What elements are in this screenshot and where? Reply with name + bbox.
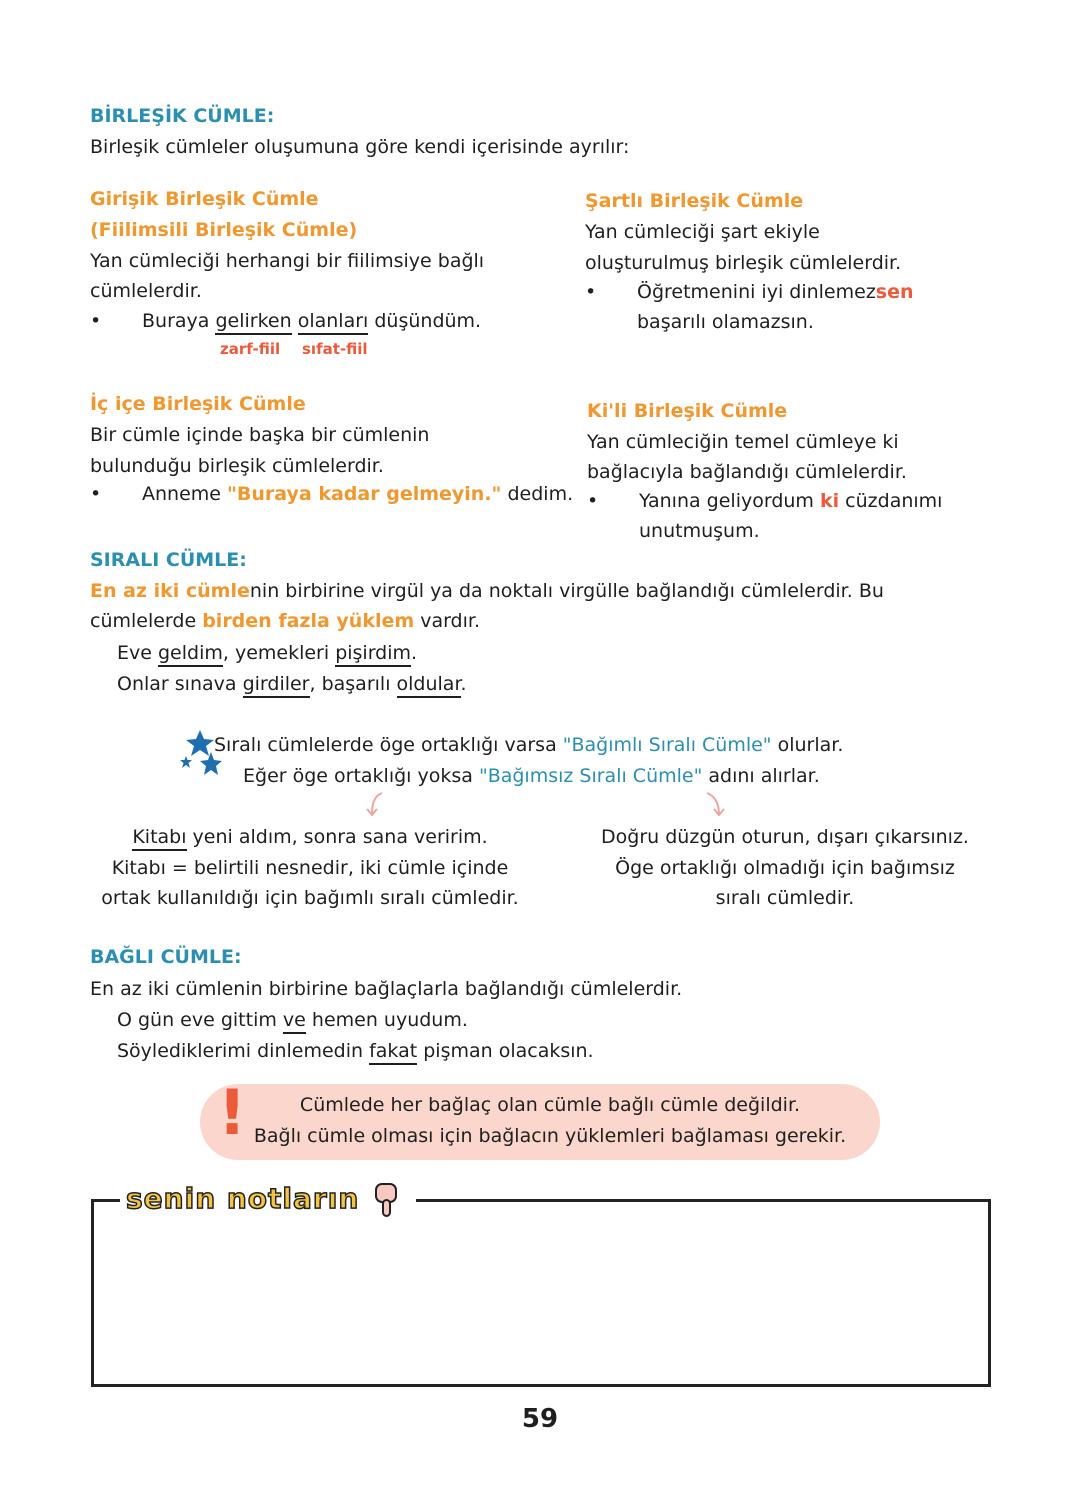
bagli-example-2: Söylediklerimi dinlemedin fakat pişman olacaksın. — [117, 1040, 594, 1062]
warning-line-2: Bağlı cümle olması için bağlacın yüklemleri bağlaması gerekir. — [253, 1125, 847, 1147]
bagimsiz-explain-1: Öge ortaklığı olmadığı için bağımsız — [615, 857, 955, 879]
kili-title: Ki'li Birleşik Cümle — [587, 400, 788, 422]
bullet: • — [585, 281, 597, 303]
quoted-sentence: "Buraya kadar gelmeyin." — [227, 483, 502, 505]
birlesik-intro: Birleşik cümleler oluşumuna göre kendi içerisinde ayrılır: — [90, 136, 630, 158]
sartli-desc-2: oluşturulmuş birleşik cümlelerdir. — [585, 252, 902, 274]
sirali-example-1: Eve geldim, yemekleri pişirdim. — [117, 642, 417, 664]
kili-desc-1: Yan cümleciğin temel cümleye ki — [587, 431, 899, 453]
sirali-example-2: Onlar sınava girdiler, başarılı oldular. — [117, 673, 467, 695]
icice-desc-1: Bir cümle içinde başka bir cümlenin — [90, 424, 430, 446]
birlesik-title: BİRLEŞİK CÜMLE: — [90, 105, 275, 127]
sartli-title: Şartlı Birleşik Cümle — [585, 190, 804, 212]
sirali-tip-1: Sıralı cümlelerde öge ortaklığı varsa "Bağımlı Sıralı Cümle" olurlar. — [214, 734, 844, 756]
note-zarf-fiil: zarf-fiil — [220, 340, 281, 358]
icice-title: İç içe Birleşik Cümle — [90, 393, 306, 415]
notes-title: senin notların — [120, 1172, 416, 1228]
bullet: • — [90, 483, 102, 505]
sirali-desc-2: cümlelerde birden fazla yüklem vardır. — [90, 610, 481, 632]
underlined-word: olanları — [298, 310, 369, 335]
girisik-example: • Buraya gelirken olanları düşündüm. — [90, 310, 481, 332]
kili-desc-2: bağlacıyla bağlandığı cümlelerdir. — [587, 461, 907, 483]
bagimli-example: Kitabı yeni aldım, sonra sana veririm. — [70, 826, 550, 848]
sirali-desc-1: En az iki cümlenin birbirine virgül ya da noktalı virgülle bağlandığı cümlelerdir. Bu — [90, 580, 884, 602]
girisik-title: Girişik Birleşik Cümle — [90, 188, 319, 210]
bagimli-explain-2: ortak kullanıldığı için bağımlı sıralı cümledir. — [101, 887, 519, 909]
sartli-example-2: başarılı olamazsın. — [637, 311, 814, 333]
icice-desc-2: bulunduğu birleşik cümlelerdir. — [90, 455, 384, 477]
bullet: • — [587, 490, 599, 512]
pointing-hand-icon — [370, 1180, 402, 1220]
bullet: • — [90, 310, 102, 332]
bagli-desc: En az iki cümlenin birbirine bağlaçlarla bağlandığı cümlelerdir. — [90, 978, 683, 1000]
arrow-down-right-icon — [703, 790, 733, 820]
highlight-suffix: sen — [875, 281, 914, 303]
arrow-down-left-icon — [360, 790, 390, 820]
bagli-example-1: O gün eve gittim ve hemen uyudum. — [117, 1009, 468, 1031]
bagimli-explain-1: Kitabı = belirtili nesnedir, iki cümle içinde — [111, 857, 509, 879]
sirali-title: SIRALI CÜMLE: — [90, 549, 247, 571]
sartli-desc-1: Yan cümleciği şart ekiyle — [585, 221, 820, 243]
bagli-title: BAĞLI CÜMLE: — [90, 946, 242, 968]
bagimsiz-explain-2: sıralı cümledir. — [715, 887, 855, 909]
girisik-desc-1: Yan cümleciği herhangi bir fiilimsiye bağlı — [90, 250, 485, 272]
sirali-tip-2: Eğer öge ortaklığı yoksa "Bağımsız Sıralı Cümle" adını alırlar. — [243, 765, 820, 787]
note-sifat-fiil: sıfat-fiil — [302, 340, 368, 358]
girisik-subtitle: (Fiilimsili Birleşik Cümle) — [90, 219, 358, 241]
warning-line-1: Cümlede her bağlaç olan cümle bağlı cümle değildir. — [299, 1094, 801, 1116]
page-number: 59 — [521, 1404, 559, 1434]
highlight-ki: ki — [819, 490, 840, 512]
underlined-word: gelirken — [215, 310, 291, 335]
exclamation-icon: ! — [218, 1076, 247, 1149]
sartli-example-1: • Öğretmenini iyi dinlemezsen — [585, 281, 914, 303]
icice-example: • Anneme "Buraya kadar gelmeyin." dedim. — [90, 483, 574, 505]
kili-example-1: • Yanına geliyordum ki cüzdanımı — [587, 490, 943, 512]
kili-example-2: unutmuşum. — [639, 520, 760, 542]
bagimsiz-example: Doğru düzgün oturun, dışarı çıkarsınız. — [601, 826, 969, 848]
girisik-desc-2: cümlelerdir. — [90, 280, 202, 302]
